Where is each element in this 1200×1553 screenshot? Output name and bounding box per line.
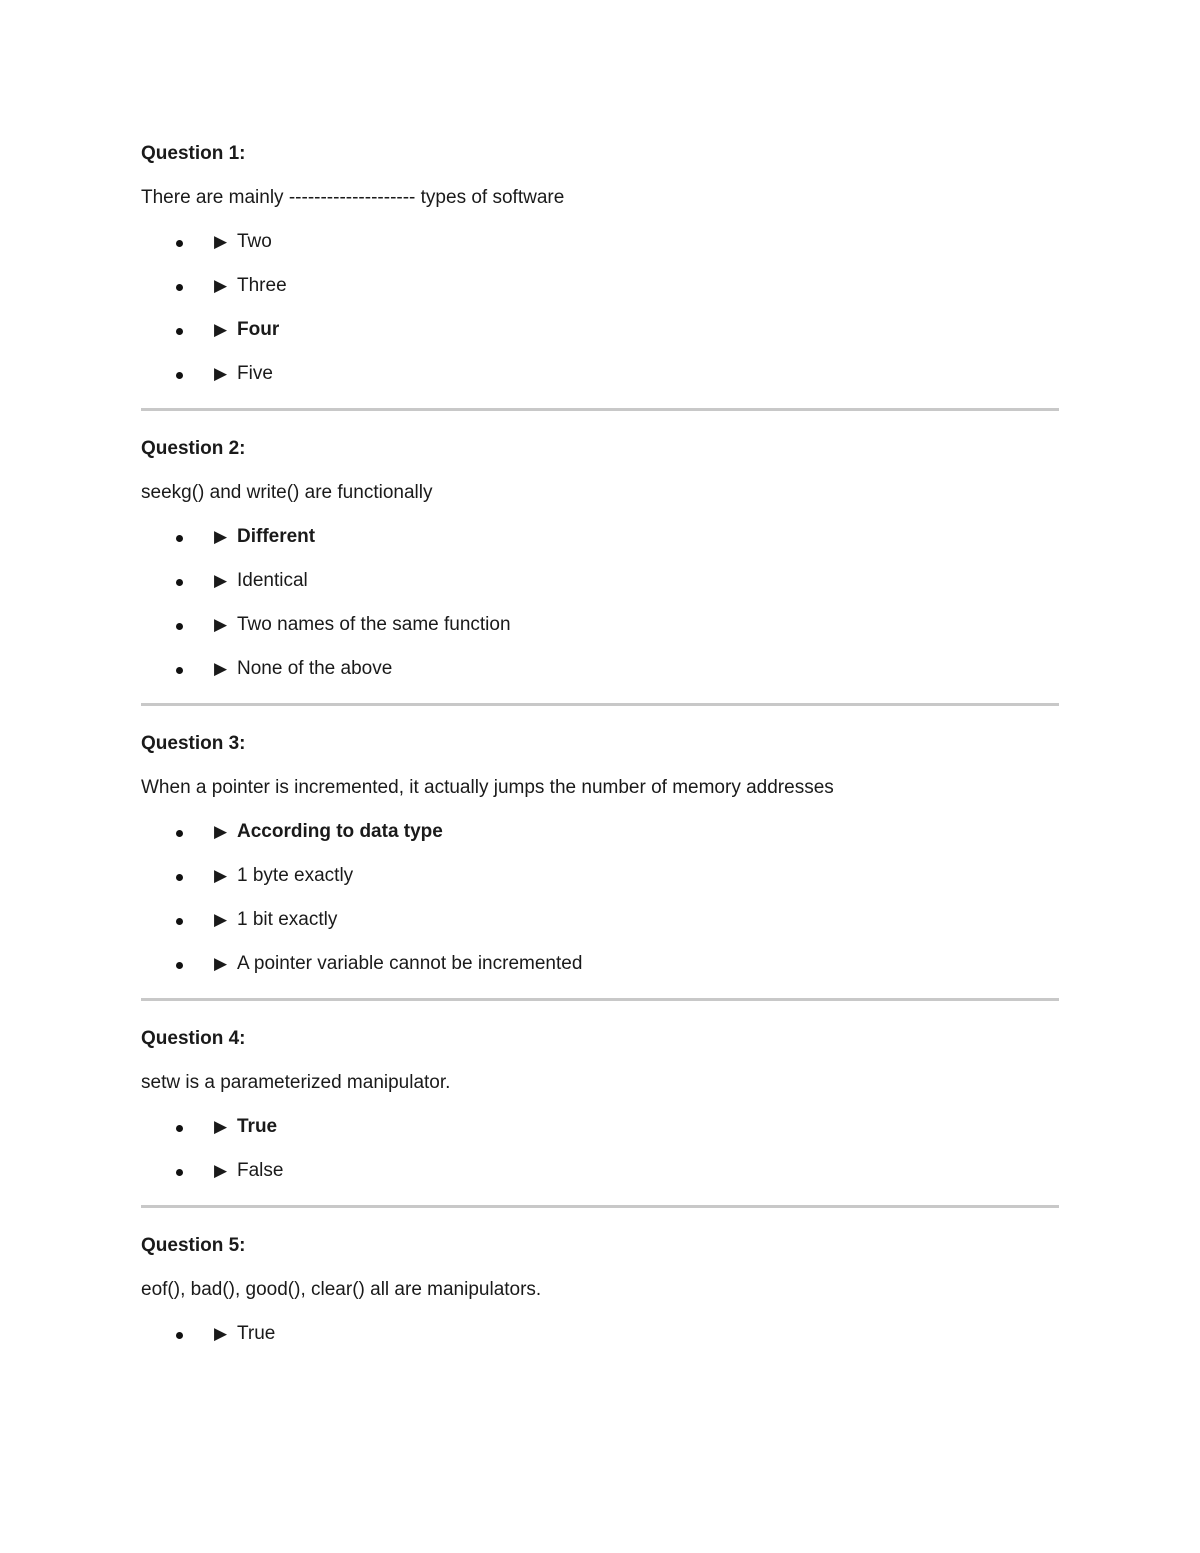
question-3 [141,730,1059,978]
option-item [141,1157,1059,1185]
option-item-correct [141,316,1059,344]
question-2 [141,435,1059,683]
option-label: Four [237,319,280,340]
quiz-document [141,140,1059,1364]
arrow-right-icon: ▶ [214,615,228,634]
question-text: When a pointer is incremented, it actually jumps the number of memory addresses [141,777,834,798]
bullet-dot-icon [176,830,183,837]
option-label: 1 byte exactly [237,865,354,886]
option-label: Three [237,275,287,296]
divider [141,1205,1059,1208]
divider [141,998,1059,1001]
arrow-right-icon: ▶ [214,1117,228,1136]
bullet-dot-icon [176,1332,183,1339]
option-label: None of the above [237,658,393,679]
option-item [141,862,1059,890]
option-item-correct [141,523,1059,551]
question-title: Question 3: [141,733,246,754]
arrow-right-icon: ▶ [214,822,228,841]
option-item [141,611,1059,639]
option-label: False [237,1160,284,1181]
question-text: setw is a parameterized manipulator. [141,1072,451,1093]
option-item-correct [141,818,1059,846]
arrow-right-icon: ▶ [214,232,228,251]
question-title: Question 2: [141,438,246,459]
bullet-dot-icon [176,918,183,925]
bullet-dot-icon [176,372,183,379]
option-item [141,360,1059,388]
question-text: seekg() and write() are functionally [141,482,433,503]
bullet-dot-icon [176,579,183,586]
option-label: Two names of the same function [237,614,511,635]
question-4 [141,1025,1059,1185]
option-item [141,655,1059,683]
bullet-dot-icon [176,284,183,291]
option-label: According to data type [237,821,443,842]
bullet-dot-icon [176,874,183,881]
option-item [141,906,1059,934]
divider [141,408,1059,411]
arrow-right-icon: ▶ [214,1324,228,1343]
arrow-right-icon: ▶ [214,1161,228,1180]
option-list [141,523,1059,683]
question-text: eof(), bad(), good(), clear() all are manipulators. [141,1279,542,1300]
option-label: 1 bit exactly [237,909,338,930]
bullet-dot-icon [176,1169,183,1176]
arrow-right-icon: ▶ [214,276,228,295]
arrow-right-icon: ▶ [214,571,228,590]
divider [141,703,1059,706]
arrow-right-icon: ▶ [214,910,228,929]
bullet-dot-icon [176,962,183,969]
option-item [141,272,1059,300]
arrow-right-icon: ▶ [214,320,228,339]
question-title: Question 1: [141,143,246,164]
option-item [141,1320,1059,1348]
question-1 [141,140,1059,388]
bullet-dot-icon [176,667,183,674]
bullet-dot-icon [176,1125,183,1132]
option-label: True [237,1323,276,1344]
option-label: True [237,1116,278,1137]
bullet-dot-icon [176,623,183,630]
option-label: Five [237,363,273,384]
option-item [141,567,1059,595]
option-list [141,228,1059,388]
arrow-right-icon: ▶ [214,954,228,973]
question-title: Question 4: [141,1028,246,1049]
option-item [141,950,1059,978]
option-list [141,1320,1059,1348]
arrow-right-icon: ▶ [214,364,228,383]
bullet-dot-icon [176,240,183,247]
option-label: Two [237,231,272,252]
option-label: Different [237,526,316,547]
question-text: There are mainly -------------------- types of software [141,187,565,208]
bullet-dot-icon [176,535,183,542]
arrow-right-icon: ▶ [214,866,228,885]
option-list [141,818,1059,978]
option-label: A pointer variable cannot be incremented [237,953,583,974]
question-5 [141,1232,1059,1348]
option-label: Identical [237,570,308,591]
option-item [141,228,1059,256]
arrow-right-icon: ▶ [214,527,228,546]
question-title: Question 5: [141,1235,246,1256]
arrow-right-icon: ▶ [214,659,228,678]
option-list [141,1113,1059,1185]
option-item-correct [141,1113,1059,1141]
bullet-dot-icon [176,328,183,335]
